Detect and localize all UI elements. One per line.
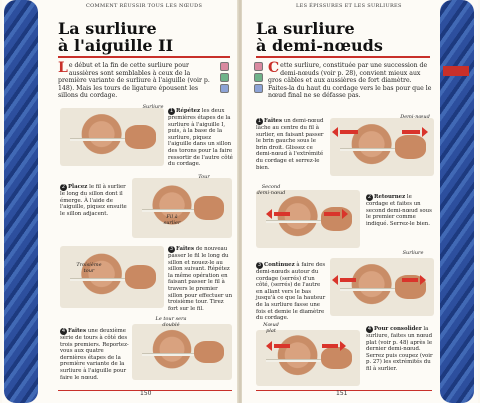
left-page-number: 150 [140,390,152,397]
callout-noeud-plat: Nœud plat [263,322,279,334]
rope-whipping-band [443,66,469,76]
right-step-2-photo [256,190,360,248]
right-step-1: 1 Faites un demi-nœud lâche au centre du fil à surlier, en faisant passer le brin gauche sous le brin droit. Glissez ce demi-nœud à l'extrémité du cordage et serrez-le bien. [256,118,324,171]
callout-surliure: Surliure [142,104,164,110]
arrow-right-icon [324,212,340,216]
callout-demi-noeud: Demi-nœud [400,114,430,120]
arrow-right-icon [402,278,418,282]
right-difficulty-icons [254,62,263,95]
left-step-2-photo [132,178,232,238]
right-intro [268,62,432,100]
difficulty-icon-2 [254,73,263,82]
left-step-4-photo [132,324,232,380]
right-running-head: LES ÉPISSURES ET LES SURLIURES [296,3,402,9]
arrow-left-icon [340,130,358,134]
right-step-3: 3 Continuez à faire des demi-nœuds autour du cordage (serrés) d'un côté, (serrés) de l'autre en allant vers le bas jusqu'à ce que la hauteur de la surliure fasse une fois et demie le diamètre du cordage. [256,262,326,322]
left-running-head: COMMENT RÉUSSIR TOUS LES NŒUDS [86,3,203,9]
left-intro-text: e début et la fin de cette surliure pour aussières sont semblables à ceux de la première variante de surliure à l'aiguille (voir p. 148). Mais les tours de ligature épousent les sillons du cordage. [58,62,210,100]
right-page-title: La surliure à demi-nœuds [256,19,383,55]
difficulty-icon-1 [220,62,229,71]
difficulty-icon-2 [220,73,229,82]
callout-troisieme-tour: Troisième tour [76,262,102,274]
left-step-4: 4 Faites une deuxième série de tours à côté des trois premiers. Reportez-vous aux quatre dernières étapes de la première variante de la surliure à l'aiguille pour faire le nœud. [60,328,129,381]
callout-surliure-right: Surliure [402,250,424,256]
right-step-3-photo [330,258,434,316]
arrow-right-icon [322,344,338,348]
right-page-number: 151 [336,390,348,397]
left-step-1: 1 Répétez les deux premières étapes de la surliure à l'aiguille I, puis, à la base de la surliure, piquez l'aiguille dans un sillon des torons pour la faire ressortir de l'autre côté du cordage. [168,108,233,168]
callout-fil: Fil à surlier [163,214,181,226]
right-step-4: 4 Pour consolider la surliure, faites un nœud plat (voir p. 48) après le dernier demi-nœud. Serrez puis coupez (voir p. 27) les extrémités du fil à surlier. [366,326,433,372]
difficulty-icon-1 [254,62,263,71]
callout-second-demi-noeud: Second demi-nœud [256,184,286,196]
left-step-3: 3 Faites de nouveau passer le fil le long du sillon et nouez-le au sillon suivant. Répétez la même opération en faisant passer le fil à travers le premier sillon pour effectuer un troisième tour. Tirez fort sur le fil. [168,246,233,312]
callout-dernier-tour: Le tour sera doublé [155,316,187,328]
callout-tour: Tour [198,174,210,180]
left-difficulty-icons [220,62,229,95]
arrow-left-icon [274,344,290,348]
left-intro [58,62,216,100]
right-step-2: 2 Retournez le cordage et faites un second demi-nœud sous le premier comme indiqué. Serrez-le bien. [366,194,432,227]
rope-decoration-right [440,0,474,403]
left-title-rule [58,56,230,58]
left-page-title: La surliure à l'aiguille II [58,19,174,55]
rope-decoration-left [4,0,38,403]
right-step-4-photo [256,330,360,386]
right-drop-cap: C [268,60,280,76]
arrow-left-icon [340,278,356,282]
right-step-1-photo [330,118,434,176]
right-intro-text: ette surliure, constituée par une succession de demi-nœuds (voir p. 28), convient mieux aux gros câbles et aux aussières de fort diamètre. Faites-la du haut du cordage vers le bas pour que le nœud final ne se défasse pas. [268,62,432,100]
arrow-right-icon [402,130,420,134]
left-drop-cap: L [58,60,68,76]
left-step-3-photo [60,246,164,308]
difficulty-icon-3 [220,84,229,93]
left-step-1-photo [60,108,164,166]
right-title-rule [256,56,430,58]
difficulty-icon-3 [254,84,263,93]
left-step-2: 2 Placez le fil à surlier le long du sillon dont il émerge. À l'aide de l'aiguille, piquez ensuite le sillon adjacent. [60,184,127,217]
arrow-left-icon [274,212,290,216]
